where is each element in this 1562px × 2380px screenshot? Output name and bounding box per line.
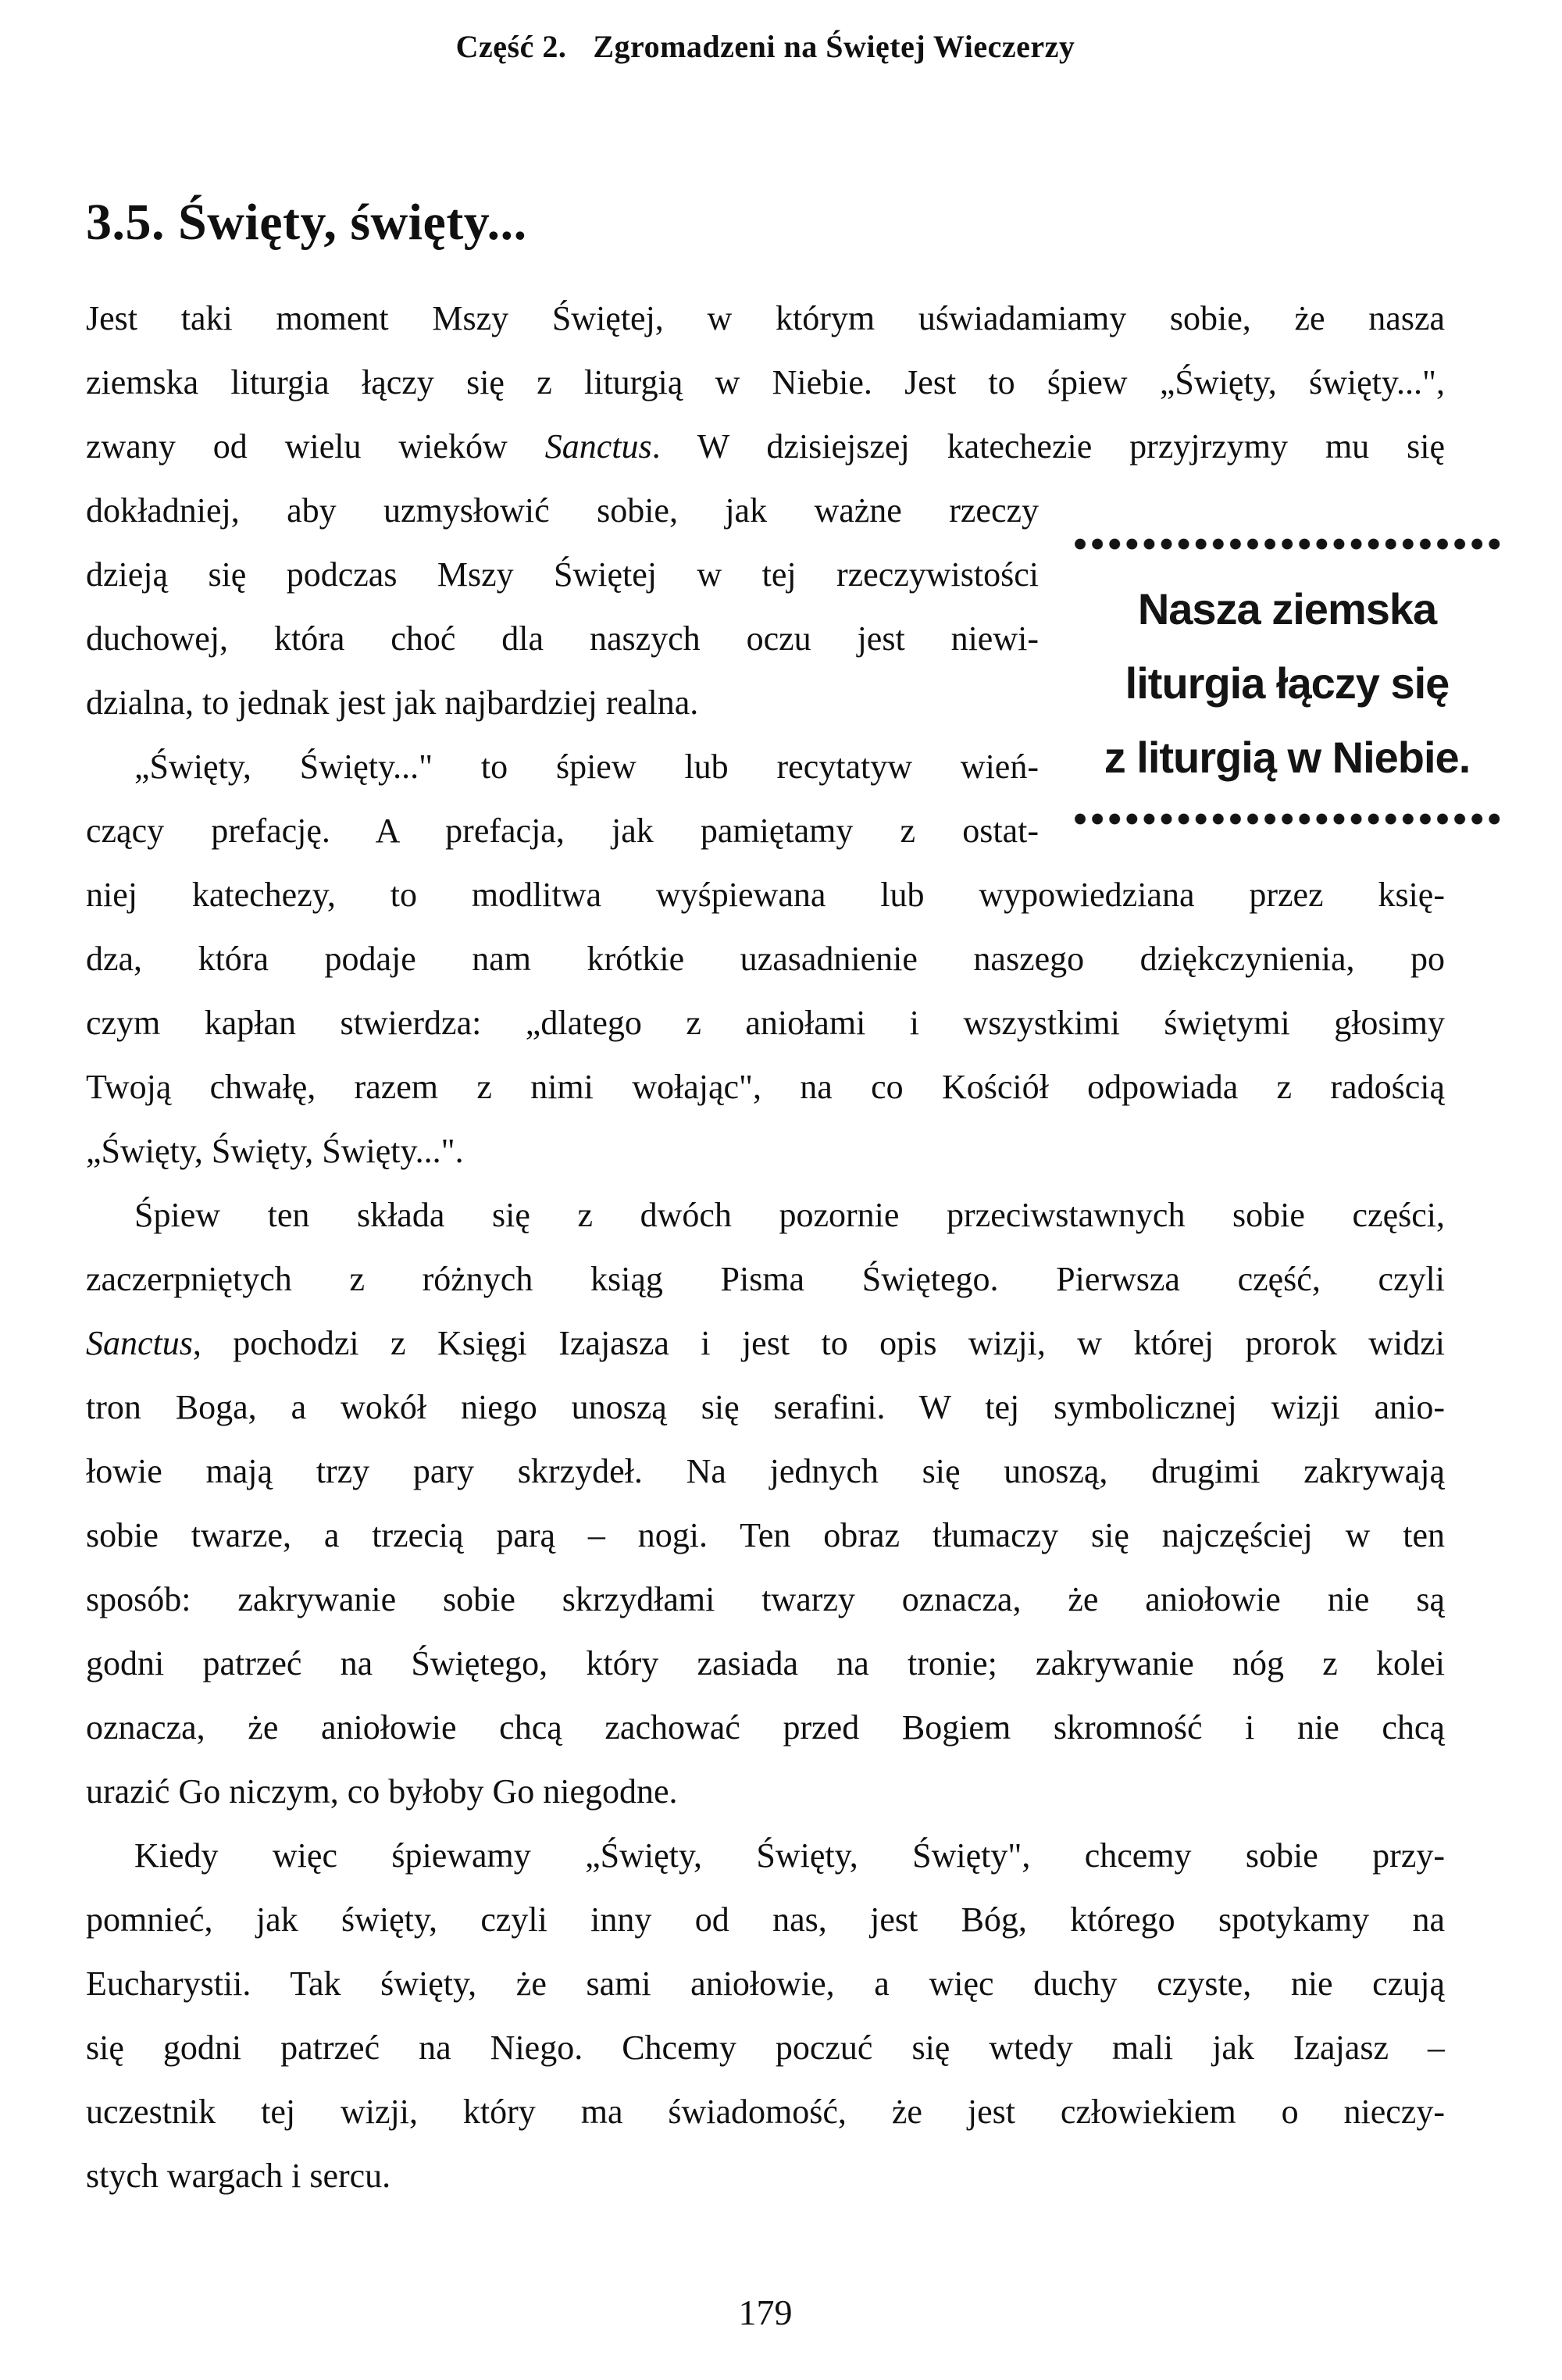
text-line: ziemska liturgia łączy się z liturgią w Niebie. Jest to śpiew „Święty, święty...", — [86, 363, 1445, 401]
running-header — [86, 28, 1445, 65]
chapter-title: Zgromadzeni na Świętej Wieczerzy — [593, 29, 1075, 64]
text-line: tron Boga, a wokół niego unoszą się serafini. W tej symbolicznej wizji anio- — [86, 1388, 1445, 1426]
text-line: stych wargach i sercu. — [86, 2157, 391, 2195]
text-line: dzieją się podczas Mszy Świętej w tej rzeczywistości — [86, 555, 1039, 594]
text-line: się godni patrzeć na Niego. Chcemy poczuć się wtedy mali jak Izajasz – — [86, 2029, 1445, 2067]
pull-quote-line: z liturgią w Niebie. — [1104, 733, 1471, 782]
text-line: Kiedy więc śpiewamy „Święty, Święty, Święty", chcemy sobie przy- — [134, 1836, 1445, 1875]
part-label: Część 2. — [455, 29, 567, 64]
text-line: czący prefację. A prefacja, jak pamiętamy z ostat- — [86, 812, 1039, 850]
text-line: duchowej, która choć dla naszych oczu jest niewi- — [86, 619, 1039, 658]
text-line: łowie mają trzy pary skrzydeł. Na jednych się unoszą, drugimi zakrywają — [86, 1452, 1445, 1490]
text-line: sposób: zakrywanie sobie skrzydłami twarzy oznacza, że aniołowie nie są — [86, 1580, 1445, 1618]
page-number: 179 — [738, 2293, 793, 2332]
dotted-rule-top — [1072, 538, 1503, 550]
text-line: oznacza, że aniołowie chcą zachować przed Bogiem skromność i nie chcą — [86, 1708, 1445, 1747]
text-line: urazić Go niczym, co byłoby Go niegodne. — [86, 1772, 678, 1811]
pull-quote-line: liturgia łączy się — [1125, 658, 1450, 708]
text-line: „Święty, Święty, Święty...". — [86, 1132, 464, 1170]
pull-quote-text — [1072, 572, 1503, 794]
text-line: dzialna, to jednak jest jak najbardziej realna. — [86, 683, 699, 722]
section-title: 3.5. Święty, święty... — [86, 194, 527, 251]
text-line: Twoją chwałę, razem z nimi wołając", na co Kościół odpowiada z radością — [86, 1068, 1445, 1106]
text-line: pomnieć, jak święty, czyli inny od nas, jest Bóg, którego spotykamy na — [86, 1900, 1445, 1939]
text-line: dokładniej, aby uzmysłowić sobie, jak ważne rzeczy — [86, 491, 1039, 530]
text-line: Śpiew ten składa się z dwóch pozornie przeciwstawnych sobie części, — [134, 1196, 1445, 1234]
wrapped-text-column — [86, 479, 1039, 863]
text-line: niej katechezy, to modlitwa wyśpiewana lub wypowiedziana przez księ- — [86, 876, 1445, 914]
text-line: czym kapłan stwierdza: „dlatego z aniołami i wszystkimi świętymi głosimy — [86, 1004, 1445, 1042]
dotted-rule-bottom — [1072, 813, 1503, 825]
pull-quote — [1072, 538, 1503, 825]
text-line: uczestnik tej wizji, który ma świadomość, że jest człowiekiem o nieczy- — [86, 2093, 1445, 2131]
text-line: Sanctus, pochodzi z Księgi Izajasza i jest to opis wizji, w której prorok widzi — [86, 1324, 1445, 1362]
text-line: zaczerpniętych z różnych ksiąg Pisma Świętego. Pierwsza część, czyli — [86, 1260, 1445, 1298]
text-line: Eucharystii. Tak święty, że sami aniołowie, a więc duchy czyste, nie czują — [86, 1964, 1445, 2003]
text-line: dza, która podaje nam krótkie uzasadnienie naszego dziękczynienia, po — [86, 940, 1445, 978]
text-line: „Święty, Święty..." to śpiew lub recytatyw wień- — [134, 748, 1039, 786]
text-line: sobie twarze, a trzecią parą – nogi. Ten obraz tłumaczy się najczęściej w ten — [86, 1516, 1445, 1554]
text-line: godni patrzeć na Świętego, który zasiada na tronie; zakrywanie nóg z kolei — [86, 1644, 1445, 1682]
text-line: Jest taki moment Mszy Świętej, w którym uświadamiamy sobie, że nasza — [86, 299, 1445, 337]
text-line: zwany od wielu wieków Sanctus. W dzisiejszej katechezie przyjrzymy mu się — [86, 427, 1445, 466]
pull-quote-line: Nasza ziemska — [1137, 584, 1437, 633]
